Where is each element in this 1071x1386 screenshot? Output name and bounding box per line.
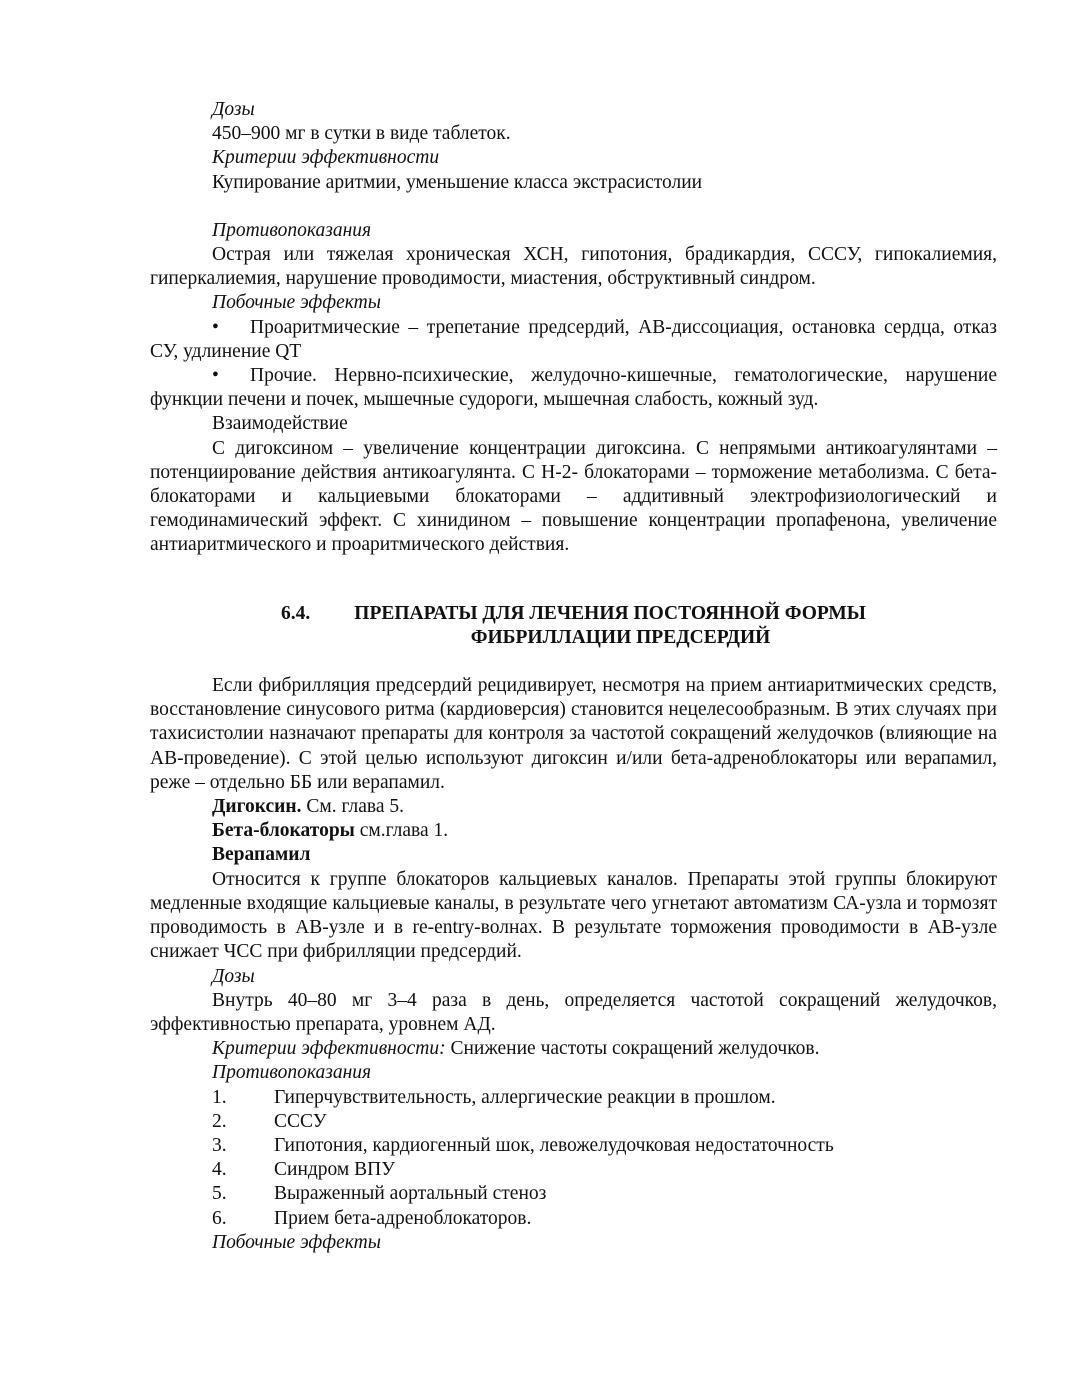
list-number: 2.	[212, 1110, 227, 1132]
list-text: Синдром ВПУ	[274, 1159, 396, 1181]
list-number: 4.	[212, 1159, 227, 1181]
digoxin-name: Дигоксин.	[212, 796, 302, 818]
section-title-line2: ФИБРИЛЛАЦИИ ПРЕДСЕРДИЙ	[470, 626, 771, 648]
bullet-icon: •	[212, 316, 219, 338]
criteria-text: Купирование аритмии, уменьшение класса экстрасистолии	[212, 171, 703, 193]
doses-text: 450–900 мг в сутки в виде таблеток.	[212, 123, 511, 145]
verapamil-heading: Верапамил	[212, 844, 311, 866]
list-item	[150, 1134, 997, 1158]
side-effect-text: Проаритмические – трепетание предсердий, АВ-диссоциация, остановка сердца, отказ СУ, удлинение QT	[150, 316, 997, 362]
beta-blockers-line	[150, 819, 997, 843]
intro-paragraph: Если фибрилляция предсердий рецидивирует, несмотря на прием антиаритмических средств, восстановление синусового ритма (кардиоверсия) становится нецелесообразным. В этих случаях при тахисистолии назначают препараты для контроля за частотой сокращений желудочков (влияющие на АВ-проведение). С этой целью используют дигоксин и/или бета-адреноблокаторы или верапамил, реже – отдельно ББ или верапамил.	[150, 675, 997, 793]
criteria-label: Критерии эффективности	[212, 147, 440, 169]
spacer	[150, 558, 997, 602]
side-effects-label: Побочные эффекты	[212, 292, 381, 314]
list-item	[150, 1207, 997, 1231]
list-text: Выраженный аортальный стеноз	[274, 1183, 547, 1205]
list-number: 6.	[212, 1207, 227, 1229]
digoxin-line	[150, 795, 997, 819]
section-title-line1: ПРЕПАРАТЫ ДЛЯ ЛЕЧЕНИЯ ПОСТОЯННОЙ ФОРМЫ	[354, 602, 866, 624]
list-number: 5.	[212, 1183, 227, 1205]
side-effect-item	[150, 364, 997, 412]
verapamil-text: Относится к группе блокаторов кальциевых каналов. Препараты этой группы блокируют медленные входящие кальциевые каналы, в результате чего угнетают автоматизм СА-узла и тормозят проводимость в АВ-узле и в re-entry-волнах. В результате торможения проводимости в АВ-узле снижает ЧСС при фибрилляции предсердий.	[150, 868, 997, 963]
contraindications-label: Противопоказания	[212, 219, 372, 241]
list-text: Гипотония, кардиогенный шок, левожелудочковая недостаточность	[274, 1134, 834, 1156]
section-number: 6.4.	[281, 602, 311, 624]
beta-blockers-ref: см.глава 1.	[354, 820, 449, 842]
verapamil-side-effects-label: Побочные эффекты	[212, 1231, 381, 1253]
list-item	[150, 1158, 997, 1182]
spacer	[150, 650, 997, 674]
digoxin-ref: См. глава 5.	[301, 796, 405, 818]
interaction-label: Взаимодействие	[212, 413, 348, 435]
verapamil-doses-text: Внутрь 40–80 мг 3–4 раза в день, определяется частотой сокращений желудочков, эффективностью препарата, уровнем АД.	[150, 989, 997, 1035]
doses-label: Дозы	[212, 99, 255, 120]
verapamil-criteria-line	[150, 1037, 997, 1061]
document-page	[150, 98, 997, 1255]
bullet-icon: •	[212, 365, 219, 387]
beta-blockers-name: Бета-блокаторы	[212, 820, 355, 842]
list-number: 3.	[212, 1134, 227, 1156]
spacer	[150, 195, 997, 219]
side-effect-item	[150, 316, 997, 364]
contraindications-text: Острая или тяжелая хроническая ХСН, гипотония, брадикардия, СССУ, гипокалиемия, гиперкалиемия, нарушение проводимости, миастения, обструктивный синдром.	[150, 244, 997, 290]
list-text: Гиперчувствительность, аллергические реакции в прошлом.	[274, 1086, 776, 1108]
section-heading	[150, 602, 997, 650]
list-item	[150, 1086, 997, 1110]
verapamil-criteria-label: Критерии эффективности:	[212, 1038, 446, 1060]
side-effect-text: Прочие. Нервно-психические, желудочно-кишечные, гематологические, нарушение функции печени и почек, мышечные судороги, мышечная слабость, кожный зуд.	[150, 365, 997, 411]
verapamil-criteria-text: Снижение частоты сокращений желудочков.	[445, 1038, 820, 1060]
verapamil-contra-label: Противопоказания	[212, 1062, 372, 1084]
list-item	[150, 1110, 997, 1134]
list-text: СССУ	[274, 1110, 327, 1132]
verapamil-doses-label: Дозы	[212, 965, 255, 987]
list-number: 1.	[212, 1086, 227, 1108]
list-item	[150, 1182, 997, 1206]
interaction-text: С дигоксином – увеличение концентрации дигоксина. С непрямыми антикоагулянтами – потенциирование действия антикоагулянта. С Н-2- блокаторами – торможение метаболизма. С бета-блокаторами и кальциевыми блокаторами – аддитивный электрофизиологический и гемодинамический эффект. С хинидином – повышение концентрации пропафенона, увеличение антиаритмического и проаритмического действия.	[150, 437, 997, 556]
list-text: Прием бета-адреноблокаторов.	[274, 1207, 532, 1229]
